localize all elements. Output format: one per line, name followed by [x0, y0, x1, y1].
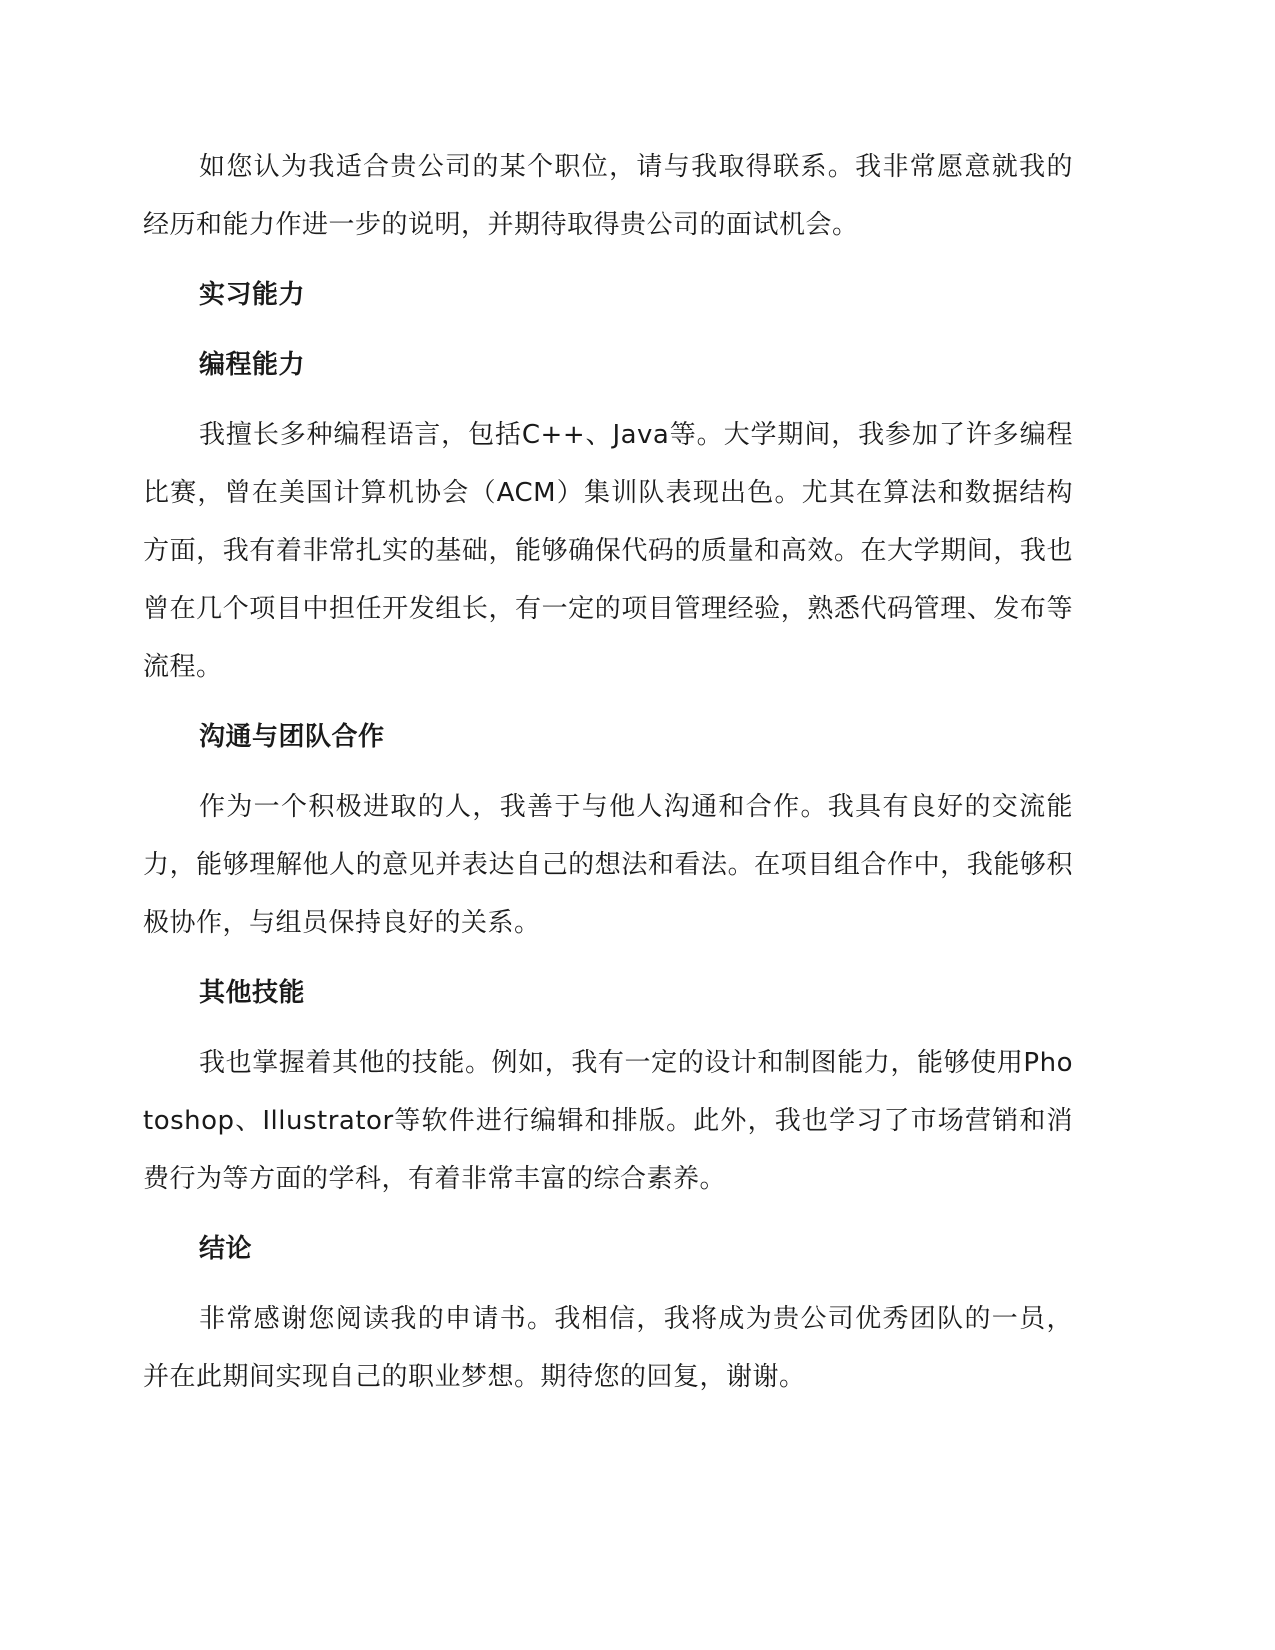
spacer	[143, 696, 1073, 708]
section-heading-internship: 实习能力	[199, 280, 306, 310]
conclusion-paragraph: 非常感谢您阅读我的申请书。我相信，我将成为贵公司优秀团队的一员，并在此期间实现自己的职业梦想。期待您的回复，谢谢。	[143, 1304, 1073, 1392]
communication-paragraph: 作为一个积极进取的人，我善于与他人沟通和合作。我具有良好的交流能力，能够理解他人的意见并表达自己的想法和看法。在项目组合作中，我能够积极协作，与组员保持良好的关系。	[143, 792, 1073, 938]
spacer	[143, 952, 1073, 964]
spacer	[143, 1022, 1073, 1034]
intro-paragraph: 如您认为我适合贵公司的某个职位，请与我取得联系。我非常愿意就我的经历和能力作进一步的说明，并期待取得贵公司的面试机会。	[143, 152, 1073, 240]
section-heading-programming: 编程能力	[199, 350, 306, 380]
spacer	[143, 394, 1073, 406]
programming-paragraph: 我擅长多种编程语言，包括C++、Java等。大学期间，我参加了许多编程比赛，曾在美国计算机协会（ACM）集训队表现出色。尤其在算法和数据结构方面，我有着非常扎实的基础，能够确保代码的质量和高效。在大学期间，我也曾在几个项目中担任开发组长，有一定的项目管理经验，熟悉代码管理、发布等流程。	[143, 420, 1073, 682]
spacer	[143, 254, 1073, 266]
spacer	[143, 324, 1073, 336]
section-heading-communication: 沟通与团队合作	[199, 722, 385, 752]
spacer	[143, 766, 1073, 778]
spacer	[143, 1208, 1073, 1220]
section-heading-conclusion: 结论	[199, 1234, 253, 1264]
spacer	[143, 1278, 1073, 1290]
document-body	[143, 138, 1073, 1406]
section-heading-other-skills: 其他技能	[199, 978, 306, 1008]
other-skills-paragraph: 我也掌握着其他的技能。例如，我有一定的设计和制图能力，能够使用Photoshop、Illustrator等软件进行编辑和排版。此外，我也学习了市场营销和消费行为等方面的学科，有着非常丰富的综合素养。	[143, 1048, 1073, 1194]
